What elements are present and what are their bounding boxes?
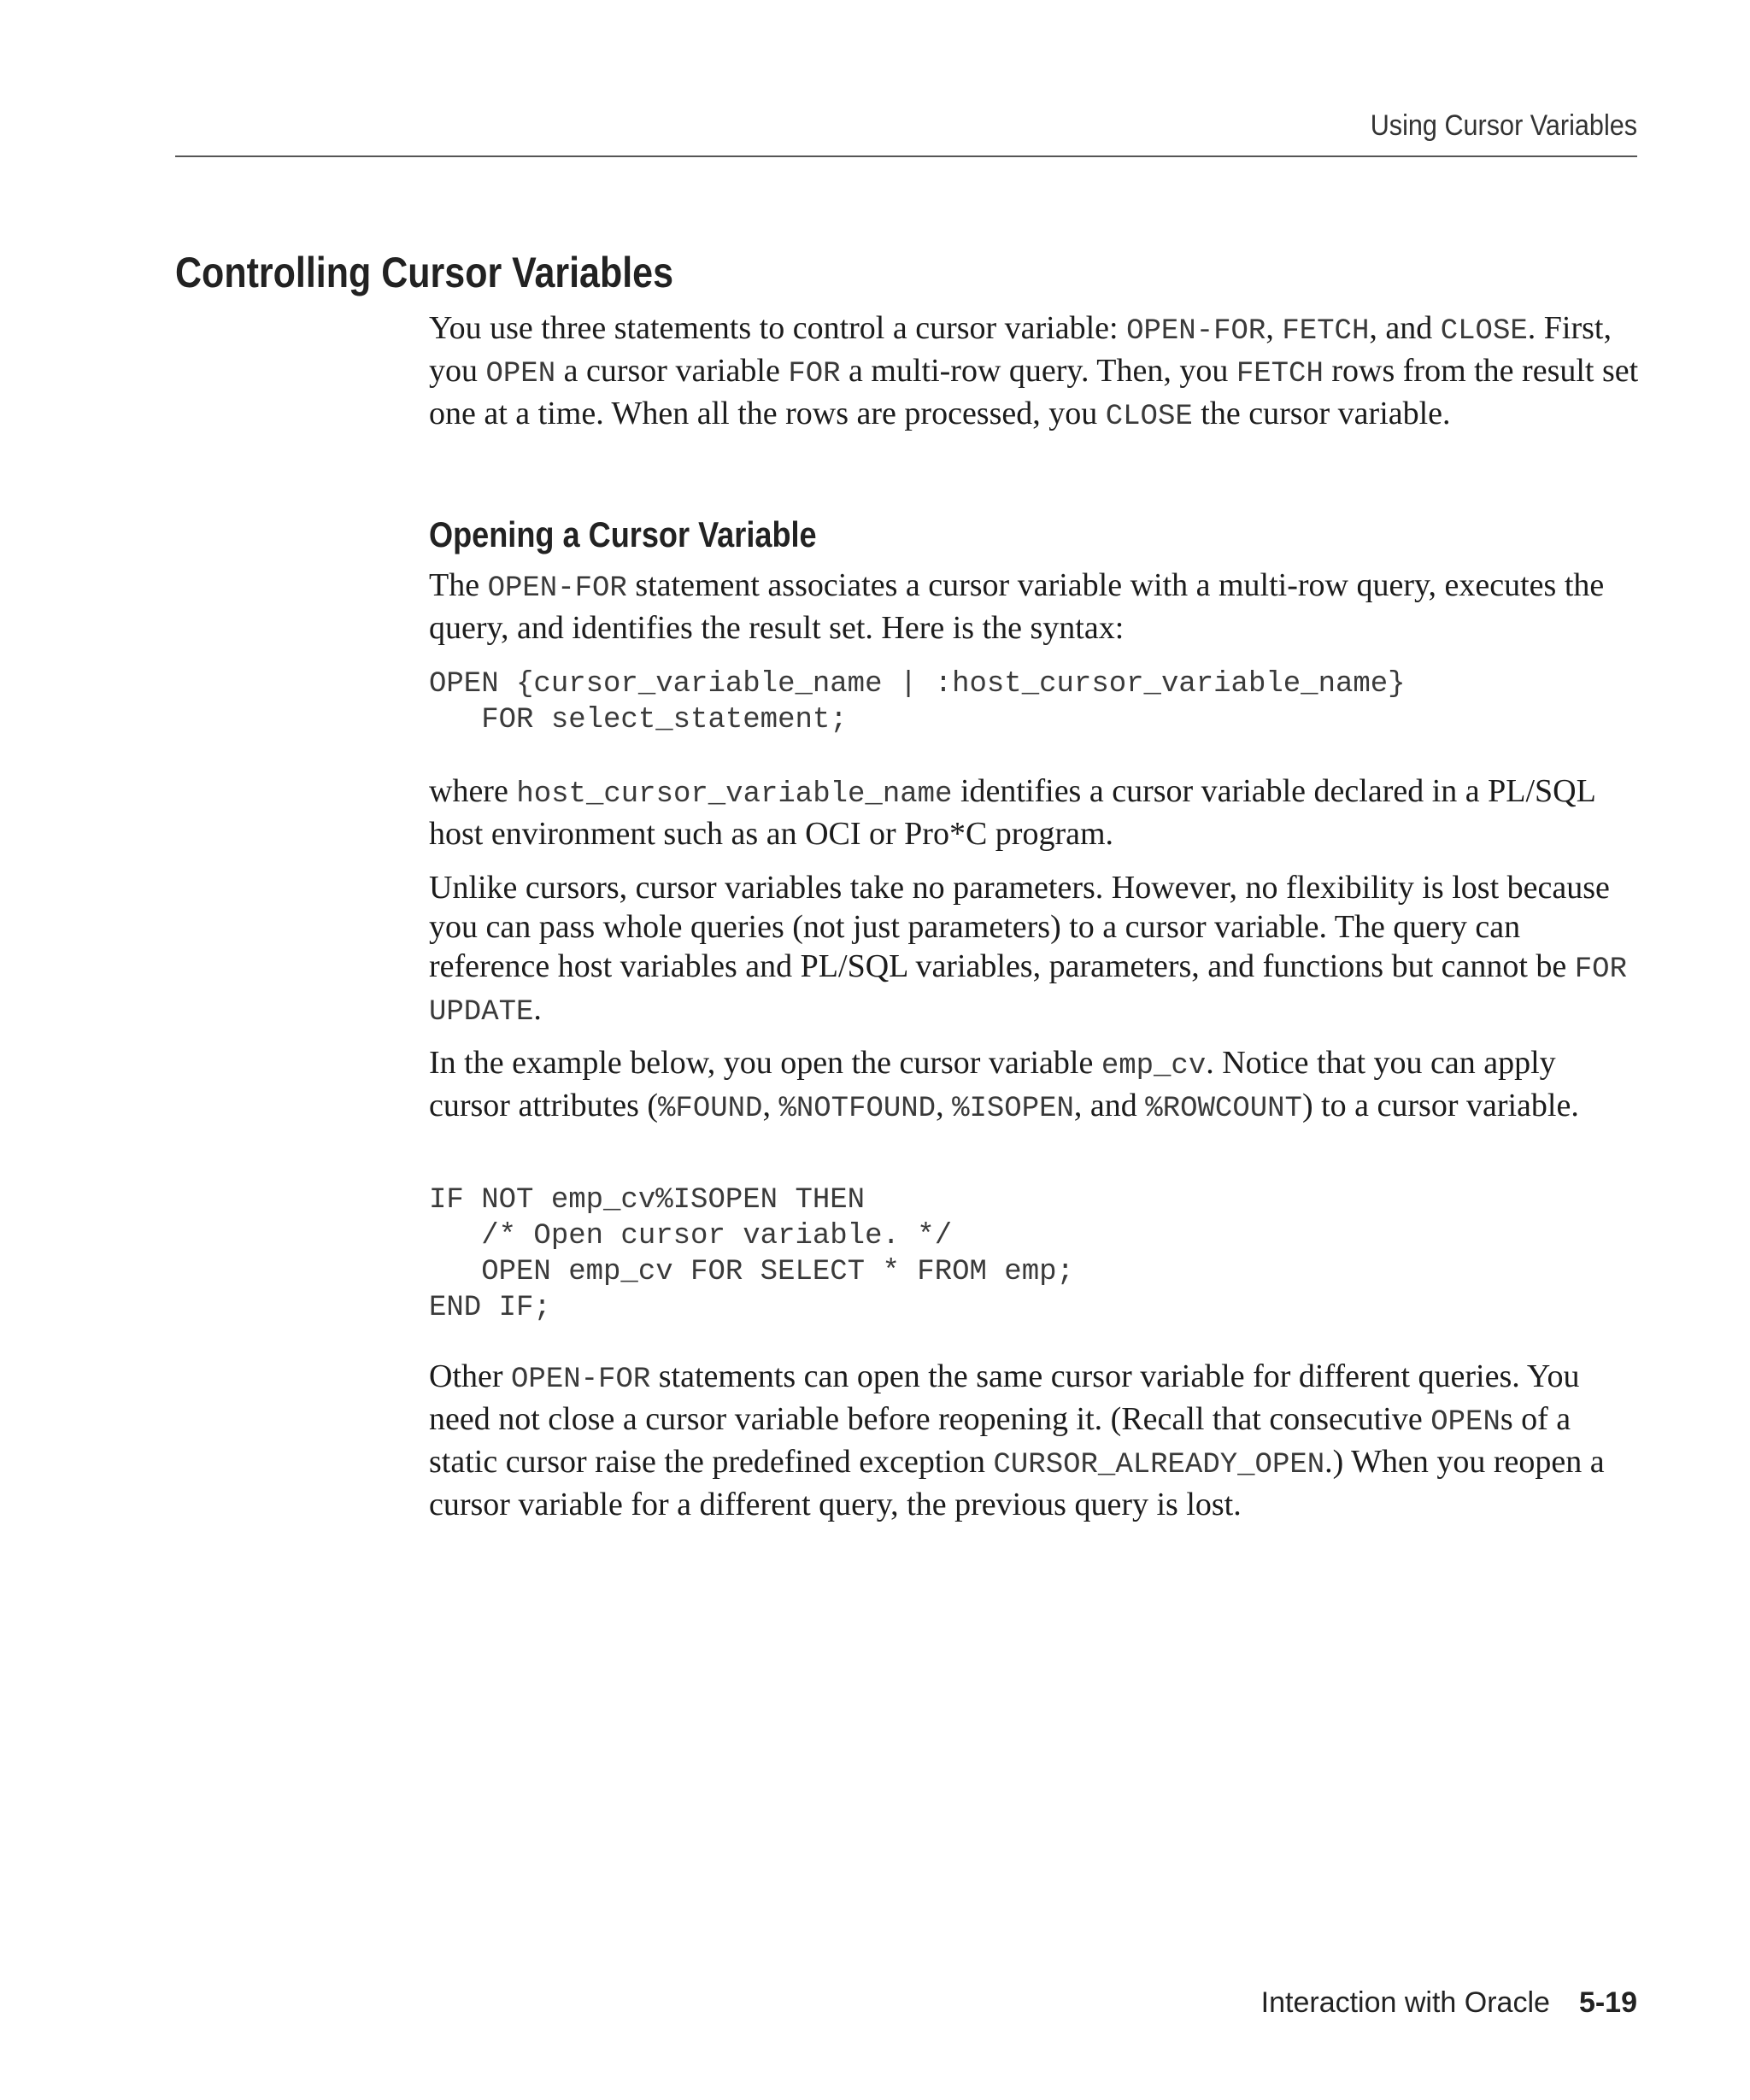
inline-code: FETCH [1236,358,1324,390]
inline-code: %ROWCOUNT [1145,1093,1302,1125]
inline-code: FOR [788,358,841,390]
text: You use three statements to control a cursor variable: [429,310,1127,346]
text: . [533,991,542,1027]
intro-paragraph [429,308,1642,437]
footer-chapter: Interaction with Oracle [1260,1986,1550,2019]
text: . First, you [429,310,1612,389]
inline-code: OPEN-FOR [1126,315,1266,348]
text: . Notice that you can apply cursor attributes ( [429,1045,1556,1123]
text: , [936,1088,953,1123]
text: statements can open the same cursor variable for different queries. You need not close a cursor variable before reopening it. (Recall that consecutive [429,1358,1580,1437]
paragraph-host-variable [429,771,1642,853]
text: The [429,567,488,603]
inline-code: FOR UPDATE [429,953,1627,1029]
inline-code: OPEN [485,358,556,390]
inline-code: FETCH [1282,315,1370,348]
inline-code: CLOSE [1105,401,1193,433]
text: s of a static cursor raise the predefined exception [429,1401,1571,1480]
inline-code: OPEN-FOR [487,572,627,605]
inline-code: host_cursor_variable_name [516,778,953,811]
paragraph-parameters [429,868,1642,1032]
example-code-block: IF NOT emp_cv%ISOPEN THEN /* Open cursor variable. */ OPEN emp_cv FOR SELECT * FROM emp; END IF; [429,1184,1074,1324]
text: , [762,1088,779,1123]
text: In the example below, you open the cursor variable [429,1045,1101,1081]
text: a cursor variable [555,353,789,389]
paragraph-example-intro [429,1043,1642,1129]
text: Other [429,1358,512,1394]
inline-code: %ISOPEN [952,1093,1074,1125]
text: where [429,773,517,809]
text: , and [1073,1088,1146,1123]
inline-code: CLOSE [1440,315,1528,348]
text: , and [1369,310,1441,346]
page-footer [1261,1986,1637,2020]
subsection-heading: Opening a Cursor Variable [429,514,817,554]
text: .) When you reopen a cursor variable for a different query, the previous query is lost. [429,1444,1605,1522]
text: statement associates a cursor variable with a multi-row query, executes the query, and identifies the result set. Here is the syntax: [429,567,1605,646]
text: rows from the result set one at a time. When all the rows are processed, you [429,353,1639,431]
section-heading: Controlling Cursor Variables [175,249,673,296]
text: Unlike cursors, cursor variables take no parameters. However, no flexibility is lost because you can pass whole queries (not just parameters) to a cursor variable. The query can reference host variables and PL/SQL variables, parameters, and functions but cannot be [429,870,1610,984]
inline-code: CURSOR_ALREADY_OPEN [993,1449,1325,1481]
running-head: Using Cursor Variables [1370,109,1637,142]
header-rule [175,155,1637,157]
inline-code: %FOUND [658,1093,763,1125]
text: a multi-row query. Then, you [840,353,1236,389]
inline-code: emp_cv [1101,1050,1207,1082]
inline-code: %NOTFOUND [778,1093,937,1125]
paragraph-open-for [429,566,1642,648]
text: the cursor variable. [1192,396,1451,431]
inline-code: OPEN-FOR [511,1364,651,1396]
inline-code: OPEN [1430,1406,1500,1439]
text: , [1266,310,1283,346]
text: ) to a cursor variable. [1301,1088,1579,1123]
paragraph-reopen [429,1357,1642,1524]
text: identifies a cursor variable declared in a PL/SQL host environment such as an OCI or Pro*C program. [429,773,1595,852]
page-number: 5-19 [1578,1986,1637,2019]
syntax-code-block: OPEN {cursor_variable_name | :host_cursor_variable_name} FOR select_statement; [429,668,1406,736]
